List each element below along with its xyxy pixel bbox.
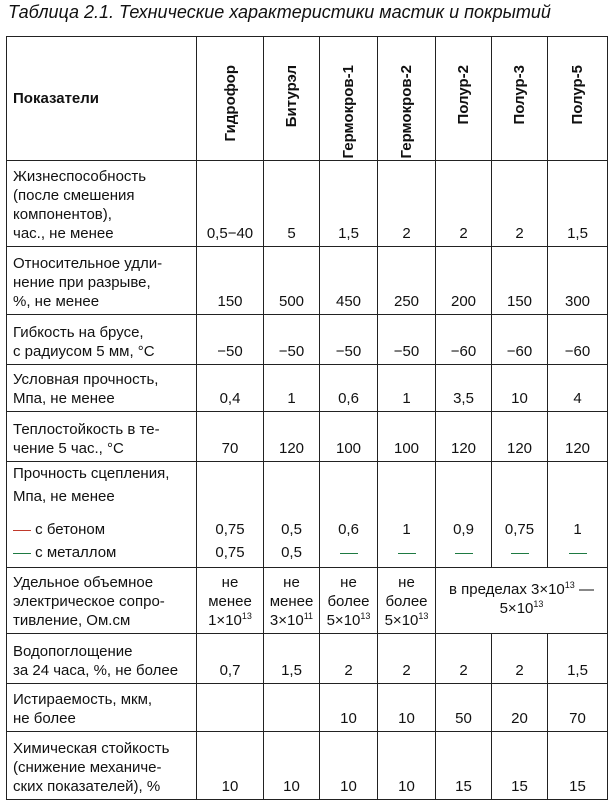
cell: −60 <box>436 315 492 365</box>
header-col-6: Полур-3 <box>492 37 548 161</box>
cell: 250 <box>378 247 436 315</box>
cell: 15 <box>436 732 492 800</box>
cell: 1 <box>378 462 436 568</box>
row-label: Химическая стойкость (снижение механиче- ских показателей), % <box>7 732 197 800</box>
cell: 0,6 <box>320 365 378 412</box>
cell: 1,5 <box>320 161 378 247</box>
cell: 0,4 <box>197 365 264 412</box>
cell: −50 <box>378 315 436 365</box>
cell: 1,5 <box>548 161 608 247</box>
row-label: Истираемость, мкм, не более <box>7 684 197 732</box>
cell: 10 <box>264 732 320 800</box>
cell: 120 <box>264 412 320 462</box>
cell: 3,5 <box>436 365 492 412</box>
cell: 0,5 0,5 <box>264 462 320 568</box>
characteristics-table <box>6 36 608 800</box>
cell: 20 <box>492 684 548 732</box>
cell: 450 <box>320 247 378 315</box>
cell: 200 <box>436 247 492 315</box>
header-col-1: Гидрофор <box>197 37 264 161</box>
cell: 15 <box>492 732 548 800</box>
cell: 0,6 <box>320 462 378 568</box>
table-row <box>7 412 608 462</box>
cell: −60 <box>492 315 548 365</box>
cell: 150 <box>197 247 264 315</box>
header-col-7: Полур-5 <box>548 37 608 161</box>
header-col-4: Гермокров-2 <box>378 37 436 161</box>
cell: 150 <box>492 247 548 315</box>
table-row-resistivity <box>7 568 608 634</box>
cell: 2 <box>436 634 492 684</box>
cell: −60 <box>548 315 608 365</box>
cell: 10 <box>378 684 436 732</box>
row-label: Прочность сцепления, Мпа, не менее с бетоном с металлом <box>7 462 197 568</box>
row-label: Условная прочность, Мпа, не менее <box>7 365 197 412</box>
table-row <box>7 684 608 732</box>
cell: 2 <box>378 161 436 247</box>
row-label: Водопоглощение за 24 часа, %, не более <box>7 634 197 684</box>
header-label: Показатели <box>7 37 197 161</box>
cell: 10 <box>378 732 436 800</box>
sub-concrete: с бетоном <box>13 518 196 541</box>
cell: 500 <box>264 247 320 315</box>
row-label: Гибкость на брусе, с радиусом 5 мм, °С <box>7 315 197 365</box>
green-dash-marker <box>340 553 358 554</box>
cell: 0,75 0,75 <box>197 462 264 568</box>
cell <box>197 684 264 732</box>
cell: −50 <box>320 315 378 365</box>
cell: 1 <box>548 462 608 568</box>
cell: −50 <box>197 315 264 365</box>
cell: не более $5\times 10^{13}$ <box>378 568 436 634</box>
table-row <box>7 161 608 247</box>
row-label: Жизнеспособность (после смешения компонентов), час., не менее <box>7 161 197 247</box>
table-row <box>7 315 608 365</box>
cell: −50 <box>264 315 320 365</box>
cell: 5 <box>264 161 320 247</box>
cell: 10 <box>492 365 548 412</box>
cell: 1,5 <box>264 634 320 684</box>
table-row <box>7 732 608 800</box>
cell: не менее $3\times 10^{11}$ <box>264 568 320 634</box>
row-label: Удельное объемное электрическое сопро- тивление, Ом.см <box>7 568 197 634</box>
header-col-3: Гермокров-1 <box>320 37 378 161</box>
cell <box>264 684 320 732</box>
row-label: Относительное удли- нение при разрыве, %, не менее <box>7 247 197 315</box>
cell: 10 <box>320 732 378 800</box>
cell: 10 <box>197 732 264 800</box>
cell: 1 <box>378 365 436 412</box>
red-dash-marker <box>13 530 31 531</box>
cell: 70 <box>197 412 264 462</box>
table-row <box>7 365 608 412</box>
cell: 120 <box>436 412 492 462</box>
cell: 100 <box>320 412 378 462</box>
header-col-5: Полур-2 <box>436 37 492 161</box>
table-row <box>7 634 608 684</box>
cell: 2 <box>492 634 548 684</box>
cell: 100 <box>378 412 436 462</box>
header-row <box>7 37 608 161</box>
cell: 0,5−40 <box>197 161 264 247</box>
green-dash-marker <box>398 553 416 554</box>
cell: 1 <box>264 365 320 412</box>
header-col-2: Битурэл <box>264 37 320 161</box>
cell: 2 <box>378 634 436 684</box>
cell: 300 <box>548 247 608 315</box>
cell: 50 <box>436 684 492 732</box>
table-row-adhesion <box>7 462 608 568</box>
green-dash-marker <box>13 553 31 554</box>
sub-metal: с металлом <box>13 541 196 564</box>
cell: 4 <box>548 365 608 412</box>
table-caption: Таблица 2.1. Технические характеристики мастик и покрытий <box>8 2 551 22</box>
cell: 0,75 <box>492 462 548 568</box>
cell: 70 <box>548 684 608 732</box>
cell: 10 <box>320 684 378 732</box>
cell: 120 <box>492 412 548 462</box>
row-label: Теплостойкость в те- чение 5 час., °С <box>7 412 197 462</box>
cell: не менее $1\times 10^{13}$ <box>197 568 264 634</box>
cell: 2 <box>436 161 492 247</box>
cell: 2 <box>492 161 548 247</box>
merged-cell: в пределах $3\times 10^{13}$ — $5\times 10^{13}$ <box>436 568 608 634</box>
cell: 120 <box>548 412 608 462</box>
green-dash-marker <box>455 553 473 554</box>
cell: 0,9 <box>436 462 492 568</box>
table-row <box>7 247 608 315</box>
cell: 0,7 <box>197 634 264 684</box>
green-dash-marker <box>569 553 587 554</box>
green-dash-marker <box>511 553 529 554</box>
cell: 2 <box>320 634 378 684</box>
cell: не более $5\times 10^{13}$ <box>320 568 378 634</box>
cell: 1,5 <box>548 634 608 684</box>
cell: 15 <box>548 732 608 800</box>
